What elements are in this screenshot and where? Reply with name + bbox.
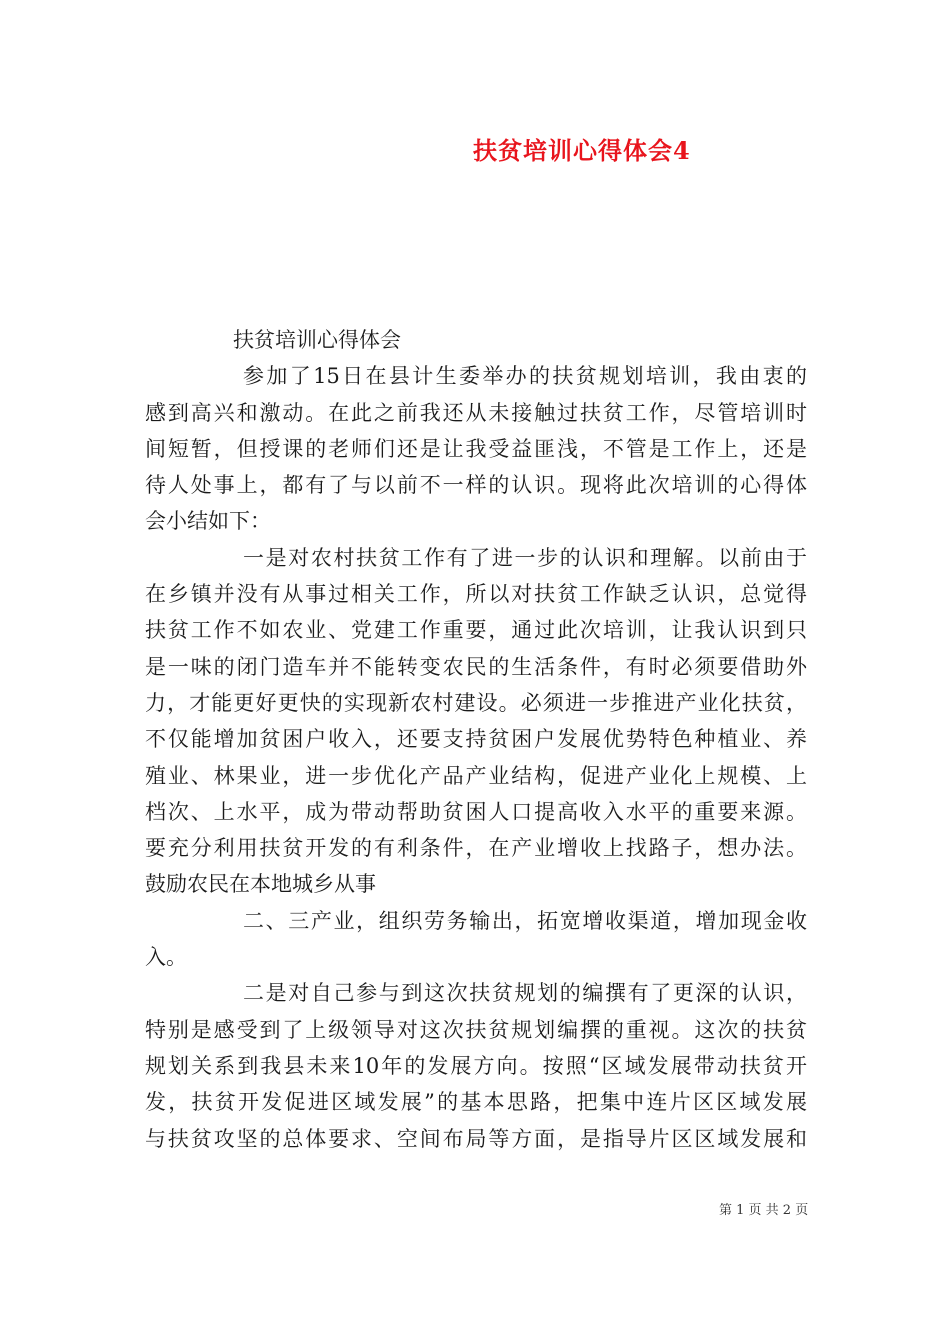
document-subtitle: 扶贫培训心得体会 bbox=[233, 328, 401, 352]
paragraph-line: 二是对自己参与到这次扶贫规划的编撰有了更深的认识， bbox=[243, 981, 807, 1006]
paragraph-line: 感到高兴和激动。在此之前我还从未接触过扶贫工作，尽管培训时 bbox=[145, 400, 807, 425]
page-number-footer: 第 1 页 共 2 页 bbox=[719, 1203, 809, 1218]
document-body bbox=[145, 322, 807, 1157]
paragraph-line: 要充分利用扶贫开发的有利条件，在产业增收上找路子，想办法。 bbox=[145, 836, 807, 861]
paragraph-line: 入。 bbox=[145, 945, 187, 970]
paragraph-line: 特别是感受到了上级领导对这次扶贫规划编撰的重视。这次的扶贫 bbox=[145, 1017, 807, 1042]
document-title: 扶贫培训心得体会4 bbox=[473, 136, 691, 165]
paragraph-line: 会小结如下： bbox=[145, 509, 271, 534]
paragraph-line: 与扶贫攻坚的总体要求、空间布局等方面，是指导片区区域发展和 bbox=[145, 1126, 807, 1151]
paragraph-line: 在乡镇并没有从事过相关工作，所以对扶贫工作缺乏认识，总觉得 bbox=[145, 582, 807, 607]
paragraph-line: 不仅能增加贫困户收入，还要支持贫困户发展优势特色种植业、养 bbox=[145, 727, 807, 752]
paragraph-line: 鼓励农民在本地城乡从事 bbox=[145, 872, 376, 897]
paragraph-line: 扶贫工作不如农业、党建工作重要，通过此次培训，让我认识到只 bbox=[145, 618, 807, 643]
paragraph-line: 二、三产业，组织劳务输出，拓宽增收渠道，增加现金收 bbox=[243, 908, 807, 933]
paragraph-line: 档次、上水平，成为带动帮助贫困人口提高收入水平的重要来源。 bbox=[145, 799, 807, 824]
paragraph-line: 待人处事上，都有了与以前不一样的认识。现将此次培训的心得体 bbox=[145, 473, 807, 498]
paragraph-line: 规划关系到我县未来10年的发展方向。按照“区域发展带动扶贫开 bbox=[145, 1053, 807, 1078]
paragraph-line: 一是对农村扶贫工作有了进一步的认识和理解。以前由于 bbox=[243, 545, 807, 570]
paragraph-line: 殖业、林果业，进一步优化产品产业结构，促进产业化上规模、上 bbox=[145, 763, 807, 788]
paragraph-line: 参加了15日在县计生委举办的扶贫规划培训，我由衷的 bbox=[243, 364, 807, 389]
paragraph-line: 间短暂，但授课的老师们还是让我受益匪浅，不管是工作上，还是 bbox=[145, 436, 807, 461]
paragraph-line: 力，才能更好更快的实现新农村建设。必须进一步推进产业化扶贫， bbox=[145, 690, 807, 715]
paragraph-line: 发，扶贫开发促进区域发展”的基本思路，把集中连片区区域发展 bbox=[145, 1090, 807, 1115]
paragraph-line: 是一味的闭门造车并不能转变农民的生活条件，有时必须要借助外 bbox=[145, 654, 807, 679]
